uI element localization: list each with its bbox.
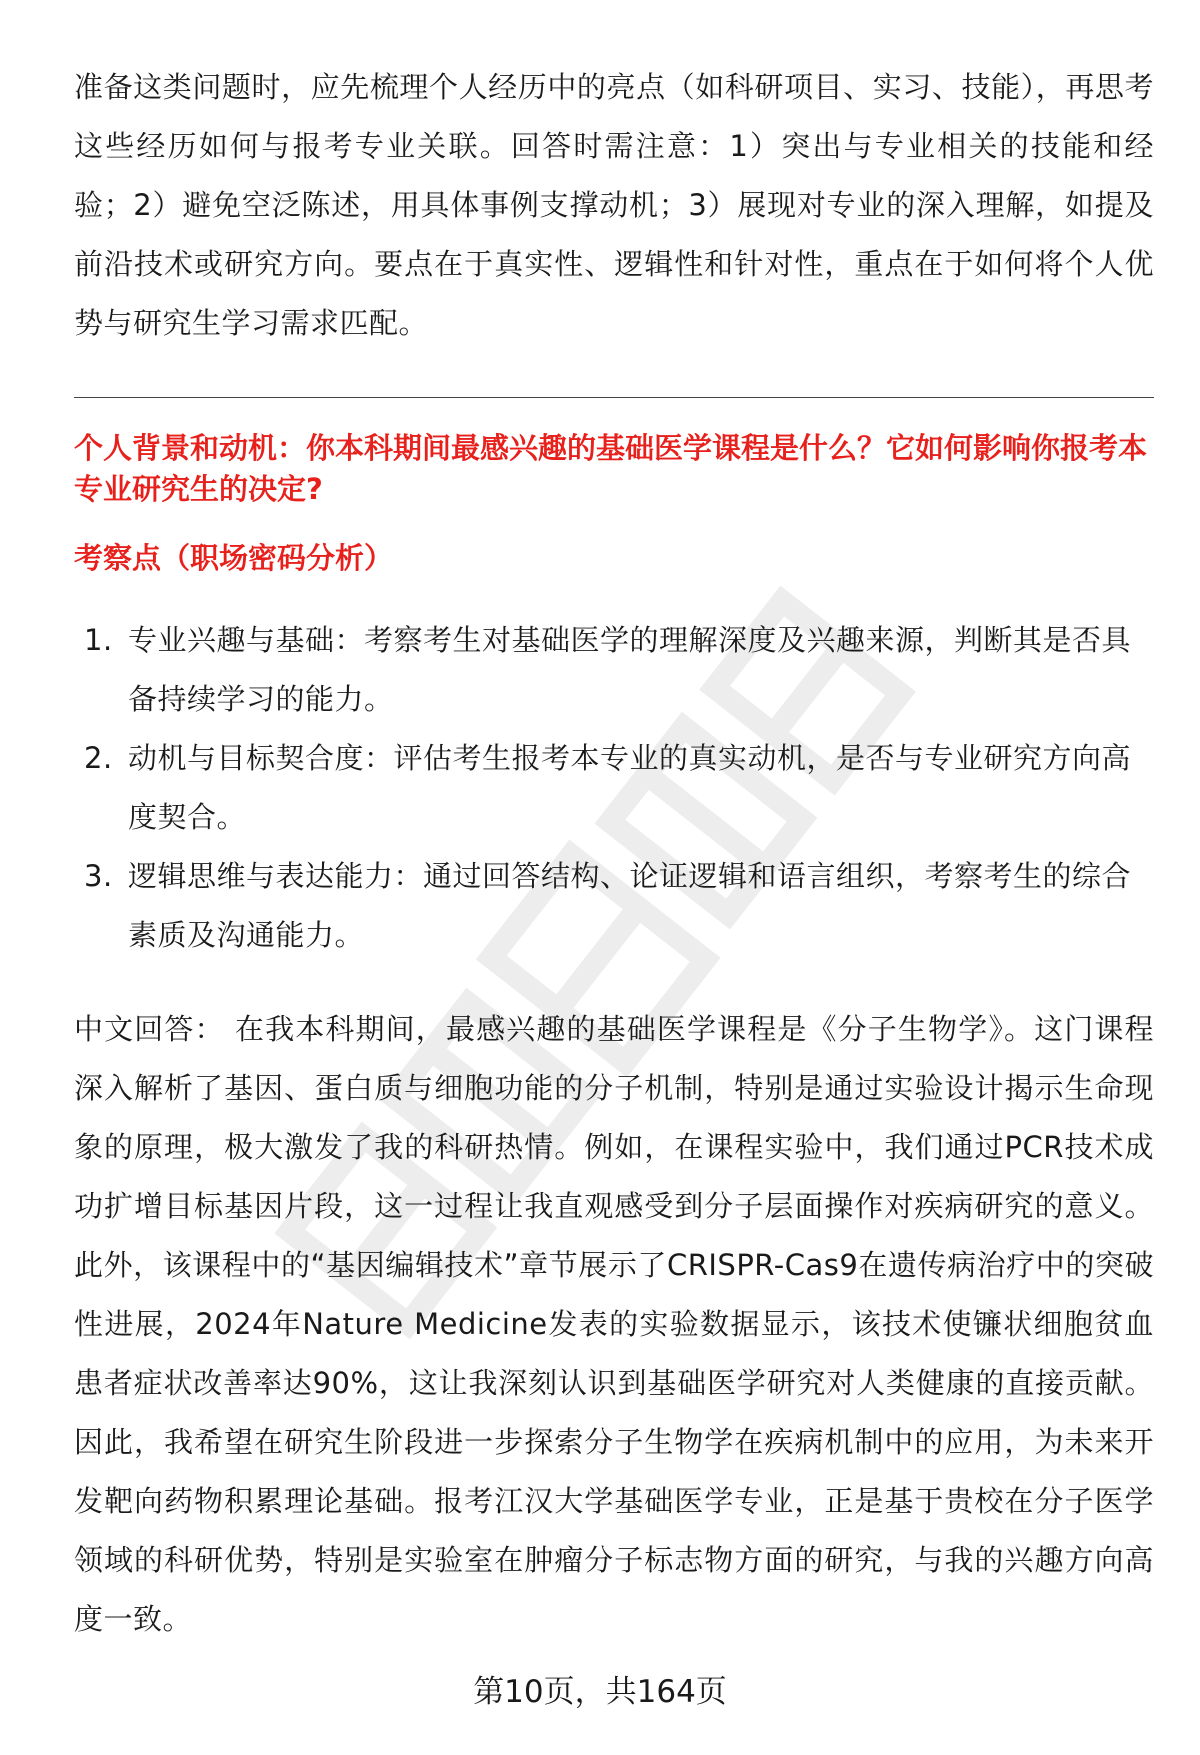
answer-section xyxy=(74,1000,1154,1649)
assessment-points-heading: 考察点（职场密码分析） xyxy=(74,541,394,575)
list-item-text: 专业兴趣与基础：考察考生对基础医学的理解深度及兴趣来源，判断其是否具备持续学习的能力。 xyxy=(128,623,1132,716)
question-heading: 个人背景和动机：你本科期间最感兴趣的基础医学课程是什么？它如何影响你报考本专业研究生的决定? xyxy=(74,431,1148,506)
page-footer: 第10页，共164页 xyxy=(473,1674,727,1710)
section-divider xyxy=(74,397,1154,398)
list-item-number: 1. xyxy=(84,623,113,657)
list-item xyxy=(74,611,1154,729)
list-item-number: 2. xyxy=(84,741,113,775)
list-item-text: 动机与目标契合度：评估考生报考本专业的真实动机，是否与专业研究方向高度契合。 xyxy=(128,741,1132,834)
list-item xyxy=(74,729,1154,847)
answer-paragraph: 中文回答： 在我本科期间，最感兴趣的基础医学课程是《分子生物学》。这门课程深入解析了基因、蛋白质与细胞功能的分子机制，特别是通过实验设计揭示生命现象的原理，极大激发了我的科研热情。例如，在课程实验中，我们通过PCR技术成功扩增目标基因片段，这一过程让我直观感受到分子层面操作对疾病研究的意义。此外，该课程中的“基因编辑技术”章节展示了CRISPR-Cas9在遗传病治疗中的突破性进展，2024年Nature Medicine发表的实验数据显示，该技术使镰状细胞贫血患者症状改善率达90%，这让我深刻认识到基础医学研究对人类健康的直接贡献。因此，我希望在研究生阶段进一步探索分子生物学在疾病机制中的应用，为未来开发靶向药物积累理论基础。报考江汉大学基础医学专业，正是基于贵校在分子医学领域的科研优势，特别是实验室在肿瘤分子标志物方面的研究，与我的兴趣方向高度一致。 xyxy=(74,1012,1154,1636)
assessment-points-list xyxy=(74,611,1154,965)
list-item-text: 逻辑思维与表达能力：通过回答结构、论证逻辑和语言组织，考察考生的综合素质及沟通能力。 xyxy=(128,859,1132,952)
list-item-number: 3. xyxy=(84,859,113,893)
intro-section xyxy=(74,58,1154,353)
list-item xyxy=(74,847,1154,965)
intro-paragraph: 准备这类问题时，应先梳理个人经历中的亮点（如科研项目、实习、技能），再思考这些经历如何与报考专业关联。回答时需注意：1）突出与专业相关的技能和经验；2）避免空泛陈述，用具体事例支撑动机；3）展现对专业的深入理解，如提及前沿技术或研究方向。要点在于真实性、逻辑性和针对性，重点在于如何将个人优势与研究生学习需求匹配。 xyxy=(74,70,1154,340)
